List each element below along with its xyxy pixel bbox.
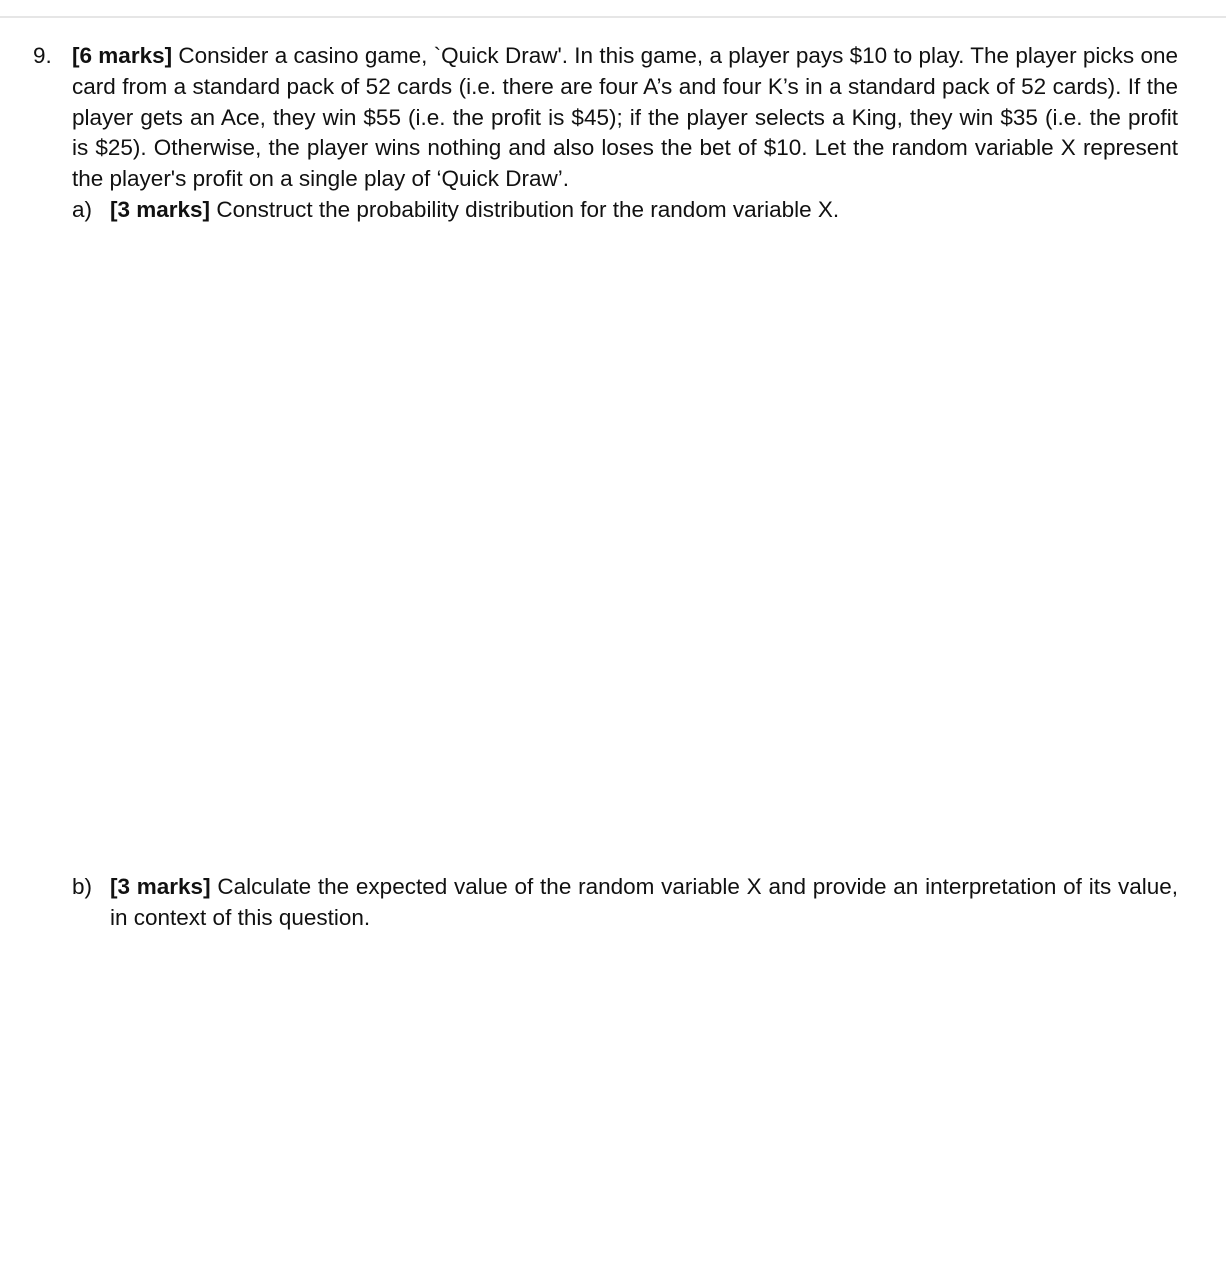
part-a-text-block — [110, 195, 1178, 226]
question-stem — [72, 41, 1178, 195]
question-body — [72, 41, 1178, 933]
part-b — [72, 872, 1178, 934]
part-a — [72, 195, 1178, 226]
question-text: Consider a casino game, `Quick Draw'. In this game, a player pays $10 to play. The player picks one card from a standard pack of 52 cards (i.e. there are four A’s and four K’s in a standard pack of 52 cards). If the player gets an Ace, they win $55 (i.e. the profit is $45); if the player selects a King, they win $35 (i.e. the profit is $25). Otherwise, the player wins nothing and also loses the bet of $10. Let the random variable X represent the player's profit on a single play of ‘Quick Draw’. — [72, 43, 1178, 192]
part-b-text-block — [110, 872, 1178, 934]
part-a-marks: [3 marks] — [110, 196, 211, 222]
part-a-text: Construct the probability distribution for the random variable X. — [210, 196, 840, 222]
question-9 — [33, 41, 1178, 933]
part-b-marks: [3 marks] — [110, 873, 211, 899]
question-marks: [6 marks] — [72, 43, 173, 68]
top-divider — [0, 16, 1226, 18]
question-number: 9. — [33, 43, 52, 68]
part-b-label: b) — [72, 873, 93, 899]
part-a-label: a) — [72, 196, 93, 222]
part-b-text: Calculate the expected value of the random variable X and provide an interpretation of its value, in context of this question. — [110, 873, 1178, 930]
